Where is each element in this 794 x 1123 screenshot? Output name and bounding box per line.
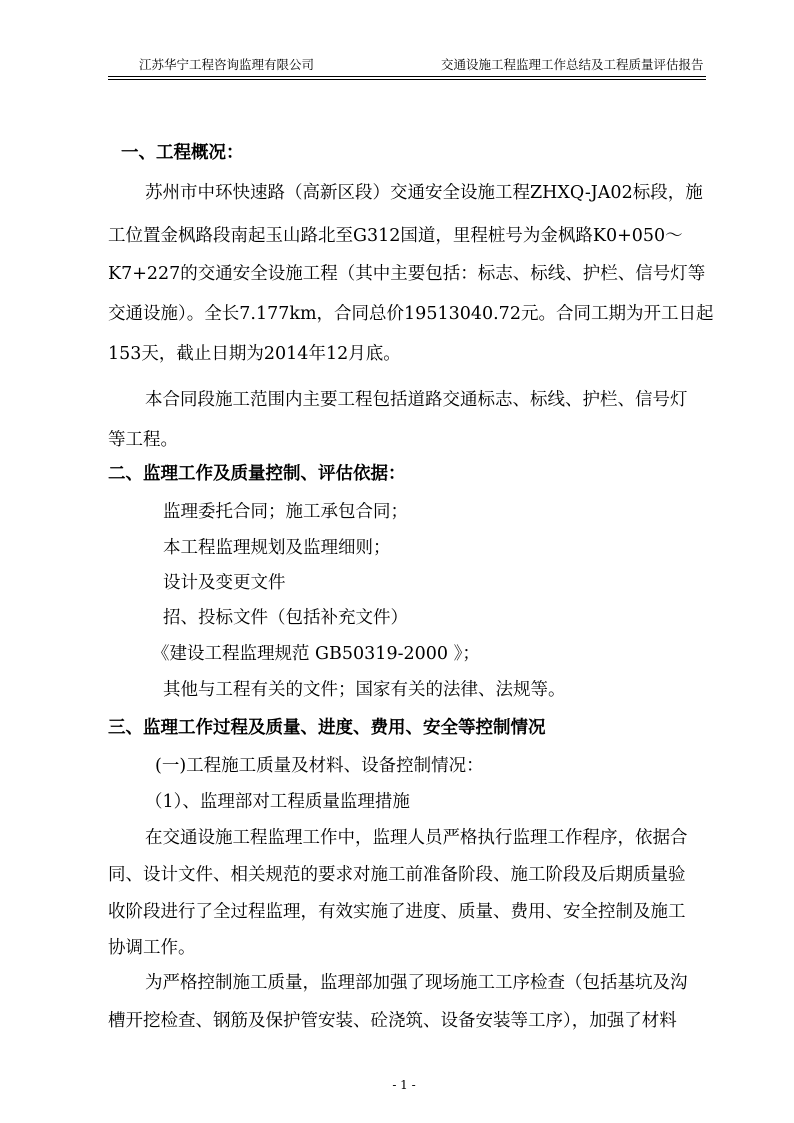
basis-item-3: 设计及变更文件 [163, 573, 286, 593]
para-1-line-3: K7+227的交通安全设施工程（其中主要包括：标志、标线、护栏、信号灯等 [108, 264, 706, 284]
para-3-line-1: 在交通设施工程监理工作中，监理人员严格执行监理工作程序，依据合 [145, 828, 688, 848]
para-4-line-2: 槽开挖检查、钢筋及保护管安装、砼浇筑、设备安装等工序），加强了材料 [108, 1011, 677, 1031]
header-rule-bottom [108, 79, 706, 80]
basis-item-4: 招、投标文件（包括补充文件） [163, 608, 408, 628]
para-1-line-2: 工位置金枫路段南起玉山路北至G312国道，里程桩号为金枫路K0+050～ [108, 226, 683, 246]
para-2-line-2: 等工程。 [108, 430, 178, 450]
header-doc-title: 交通设施工程监理工作总结及工程质量评估报告 [441, 57, 704, 72]
section-2-heading: 二、监理工作及质量控制、评估依据： [108, 464, 406, 484]
section-1-heading: 一、工程概况： [121, 143, 244, 163]
para-3-line-4: 协调工作。 [108, 938, 196, 958]
basis-item-1: 监理委托合同；施工承包合同； [163, 502, 408, 522]
para-2-line-1: 本合同段施工范围内主要工程包括道路交通标志、标线、护栏、信号灯 [145, 390, 688, 410]
basis-item-5: 《建设工程监理规范 GB50319-2000 》； [152, 644, 480, 664]
para-3-line-3: 收阶段进行了全过程监理，有效实施了进度、质量、费用、安全控制及施工 [108, 902, 686, 922]
section-3-subheading-1-1: （1）、监理部对工程质量监理措施 [145, 792, 410, 812]
header-company: 江苏华宁工程咨询监理有限公司 [139, 57, 315, 72]
para-1-line-5: 153天，截止日期为2014年12月底。 [108, 344, 401, 364]
para-1-line-1: 苏州市中环快速路（高新区段）交通安全设施工程ZHXQ-JA02标段，施 [145, 183, 703, 203]
para-3-line-2: 同、设计文件、相关规范的要求对施工前准备阶段、施工阶段及后期质量验 [108, 865, 686, 885]
para-4-line-1: 为严格控制施工质量，监理部加强了现场施工工序检查（包括基坑及沟 [145, 973, 688, 993]
basis-item-6: 其他与工程有关的文件；国家有关的法律、法规等。 [163, 680, 566, 700]
section-3-heading: 三、监理工作过程及质量、进度、费用、安全等控制情况 [108, 718, 546, 738]
section-3-subheading-1: (一)工程施工质量及材料、设备控制情况： [155, 756, 484, 776]
para-1-line-4: 交通设施）。全长7.177km，合同总价19513040.72元。合同工期为开工日起 [108, 304, 714, 324]
header-rule-top [108, 76, 706, 77]
basis-item-2: 本工程监理规划及监理细则； [163, 538, 391, 558]
page-number: - 1 - [392, 1078, 416, 1092]
